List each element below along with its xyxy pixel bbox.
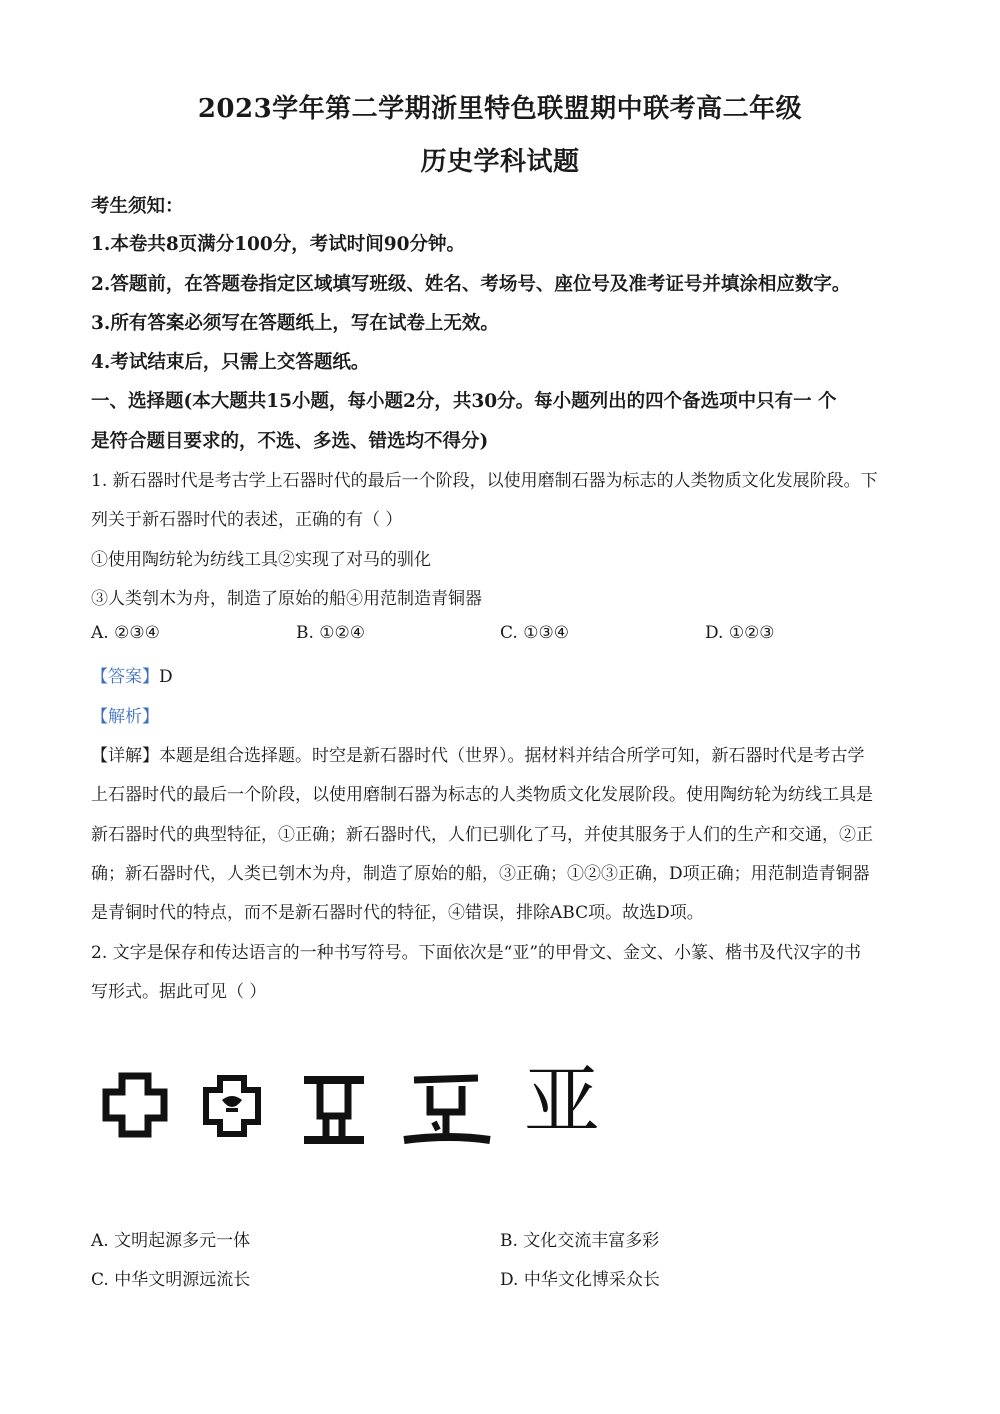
notice-item: 4.考试结束后，只需上交答题纸。 <box>91 352 370 373</box>
page-subtitle: 历史学科试题 <box>420 147 580 177</box>
notice-item: 3.所有答案必须写在答题纸上，写在试卷上无效。 <box>91 313 499 334</box>
q1-item-line: ①使用陶纺轮为纺线工具②实现了对马的驯化 <box>91 550 431 570</box>
q1-detail-line: 确；新石器时代，人类已刳木为舟，制造了原始的船，③正确；①②③正确，D项正确；用范制造青铜器 <box>91 864 870 884</box>
q2-stem: 2. 文字是保存和传达语言的一种书写符号。下面依次是“亚”的甲骨文、金文、小篆、楷书及代汉字的书 <box>91 943 862 963</box>
q1-stem: 1. 新石器时代是考古学上石器时代的最后一个阶段，以使用磨制石器为标志的人类物质文化发展阶段。下 <box>91 471 878 491</box>
q1-answer <box>91 662 173 687</box>
answer-label: 【答案】 <box>91 667 159 687</box>
oracle-bone-glyph <box>100 1072 170 1138</box>
glyph-illustration <box>92 1056 622 1162</box>
q1-detail-line: 新石器时代的典型特征，①正确；新石器时代，人们已驯化了马，并使其服务于人们的生产和交通，②正 <box>91 825 873 845</box>
notice-heading: 考生须知： <box>91 196 184 217</box>
notice-item: 2.答题前，在答题卷指定区域填写班级、姓名、考场号、座位号及准考证号并填涂相应数字。 <box>91 274 851 295</box>
section-heading-cont: 是符合题目要求的，不选、多选、错选均不得分) <box>91 431 489 452</box>
answer-value: D <box>159 667 173 687</box>
q2-option-c: C. 中华文明源远流长 <box>91 1270 251 1290</box>
q1-stem-cont: 列关于新石器时代的表述，正确的有（ ） <box>91 510 403 530</box>
notice-item: 1.本卷共8页满分100分，考试时间90分钟。 <box>91 234 466 255</box>
q1-option-a: A. ②③④ <box>91 623 160 643</box>
q1-option-d: D. ①②③ <box>705 623 775 643</box>
q2-option-a: A. 文明起源多元一体 <box>91 1231 251 1251</box>
q1-option-c: C. ①③④ <box>500 623 569 643</box>
bronze-inscription-glyph <box>202 1074 262 1138</box>
modern-glyph: 亚 <box>524 1056 600 1145</box>
page-title: 2023学年第二学期浙里特色联盟期中联考高二年级 <box>197 94 803 124</box>
q1-detail-line: 是青铜时代的特点，而不是新石器时代的特征，④错误，排除ABC项。故选D项。 <box>91 903 704 923</box>
q2-option-b: B. 文化交流丰富多彩 <box>500 1231 660 1251</box>
regular-script-glyph <box>400 1072 494 1148</box>
q2-stem-cont: 写形式。据此可见（ ） <box>91 982 267 1002</box>
q2-option-d: D. 中华文化博采众长 <box>500 1270 660 1290</box>
q1-detail-line: 【详解】本题是组合选择题。时空是新石器时代（世界）。据材料并结合所学可知，新石器时代是考古学 <box>91 746 865 766</box>
q1-item-line: ③人类刳木为舟，制造了原始的船④用范制造青铜器 <box>91 589 482 609</box>
small-seal-glyph <box>300 1074 368 1146</box>
analysis-label: 【解析】 <box>91 707 159 727</box>
q1-detail-line: 上石器时代的最后一个阶段，以使用磨制石器为标志的人类物质文化发展阶段。使用陶纺轮为纺线工具是 <box>91 785 873 805</box>
section-heading: 一、选择题(本大题共15小题，每小题2分，共30分。每小题列出的四个备选项中只有一 个 <box>91 391 837 412</box>
q1-option-b: B. ①②④ <box>296 623 366 643</box>
